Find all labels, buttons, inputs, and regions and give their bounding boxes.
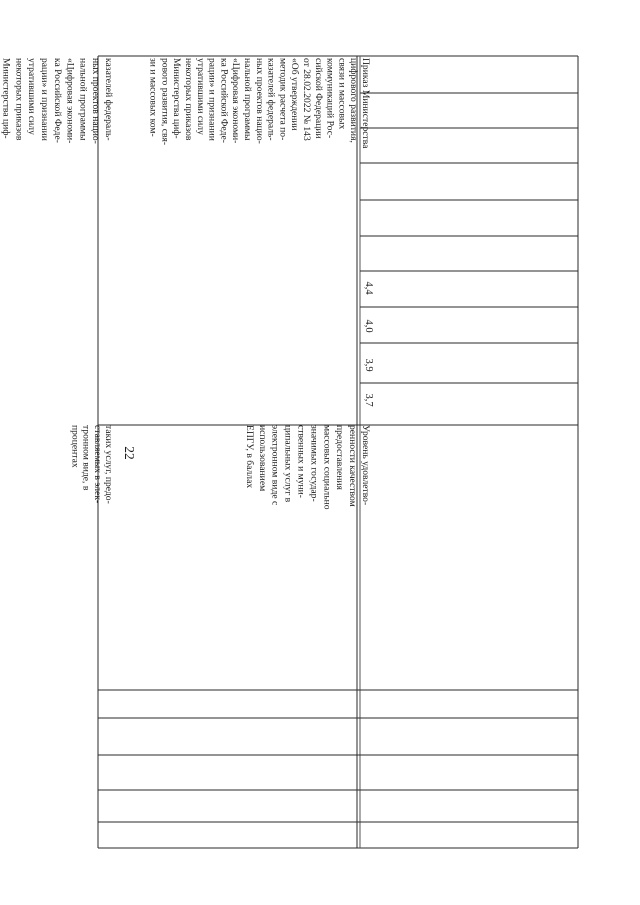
text-line: некоторых приказов [13, 58, 25, 141]
text-line: коммуникаций Рос- [324, 58, 336, 139]
value-cell: 4,0 [363, 319, 374, 333]
text-line: массовых социально [321, 425, 333, 510]
text-line: ных проектов нацио- [90, 58, 102, 144]
text-line: значимых государ- [308, 425, 320, 502]
text-line: ципальных услуг в [282, 425, 294, 503]
text-line: нальной программы [242, 58, 253, 141]
text-line: Министерства циф- [171, 58, 183, 139]
text-line: утратившими силу [26, 58, 38, 135]
text-line: нальной программы [77, 58, 89, 141]
text-line: некоторых приказов [183, 58, 194, 141]
text-line: ных проектов нацио- [253, 58, 265, 144]
page-number: 22 [122, 446, 137, 460]
text-line: процентах [69, 425, 81, 468]
text-line: казателей федераль- [265, 58, 277, 141]
text-line: тронном виде, в [80, 425, 92, 491]
method-document-cell-upper [0, 58, 114, 148]
value-cell: 4,4 [363, 281, 374, 295]
text-line: Приказ Министерства [360, 58, 371, 149]
text-line: «Цифровая экономи- [64, 58, 76, 144]
text-line: казателей федераль- [103, 58, 114, 141]
text-line: ственных и муни- [295, 425, 307, 498]
text-line: электронном виде с [269, 425, 281, 506]
text-line: ренности качеством [347, 425, 359, 507]
text-line: утратившими силу [194, 58, 206, 135]
text-line: ЕПГУ, в баллах [243, 425, 255, 489]
text-line: Министерства циф- [0, 58, 12, 139]
text-line: таких услуг, предо- [103, 425, 114, 504]
text-line: Уровень удовлетво- [360, 425, 371, 506]
text-line: рации» и признании [39, 58, 50, 141]
value-cell: 3,9 [363, 358, 374, 372]
text-line: ставляемых в элек- [91, 425, 103, 504]
method-document-upper-text [0, 58, 114, 148]
text-line: методик расчета по- [277, 58, 289, 141]
text-line: от 28.02.2022 № 143 [301, 58, 312, 141]
text-line: ка Российской Феде- [51, 58, 63, 143]
text-line: рового развития, свя- [159, 58, 171, 146]
text-line: рации» и признании [206, 58, 218, 141]
text-line: «Цифровая экономи- [230, 58, 242, 144]
text-line: использованием [256, 425, 268, 492]
text-line: ка Российской Феде- [218, 58, 230, 143]
text-line: сийской Федерации [312, 58, 324, 139]
value-cell: 3,7 [363, 393, 374, 407]
text-line: «Об утверждении [289, 58, 301, 131]
text-line: связи и массовых [336, 58, 348, 130]
text-line: цифрового развития, [348, 58, 360, 143]
text-line: зи и массовых ком- [147, 58, 159, 137]
text-line: предоставления [334, 425, 346, 490]
